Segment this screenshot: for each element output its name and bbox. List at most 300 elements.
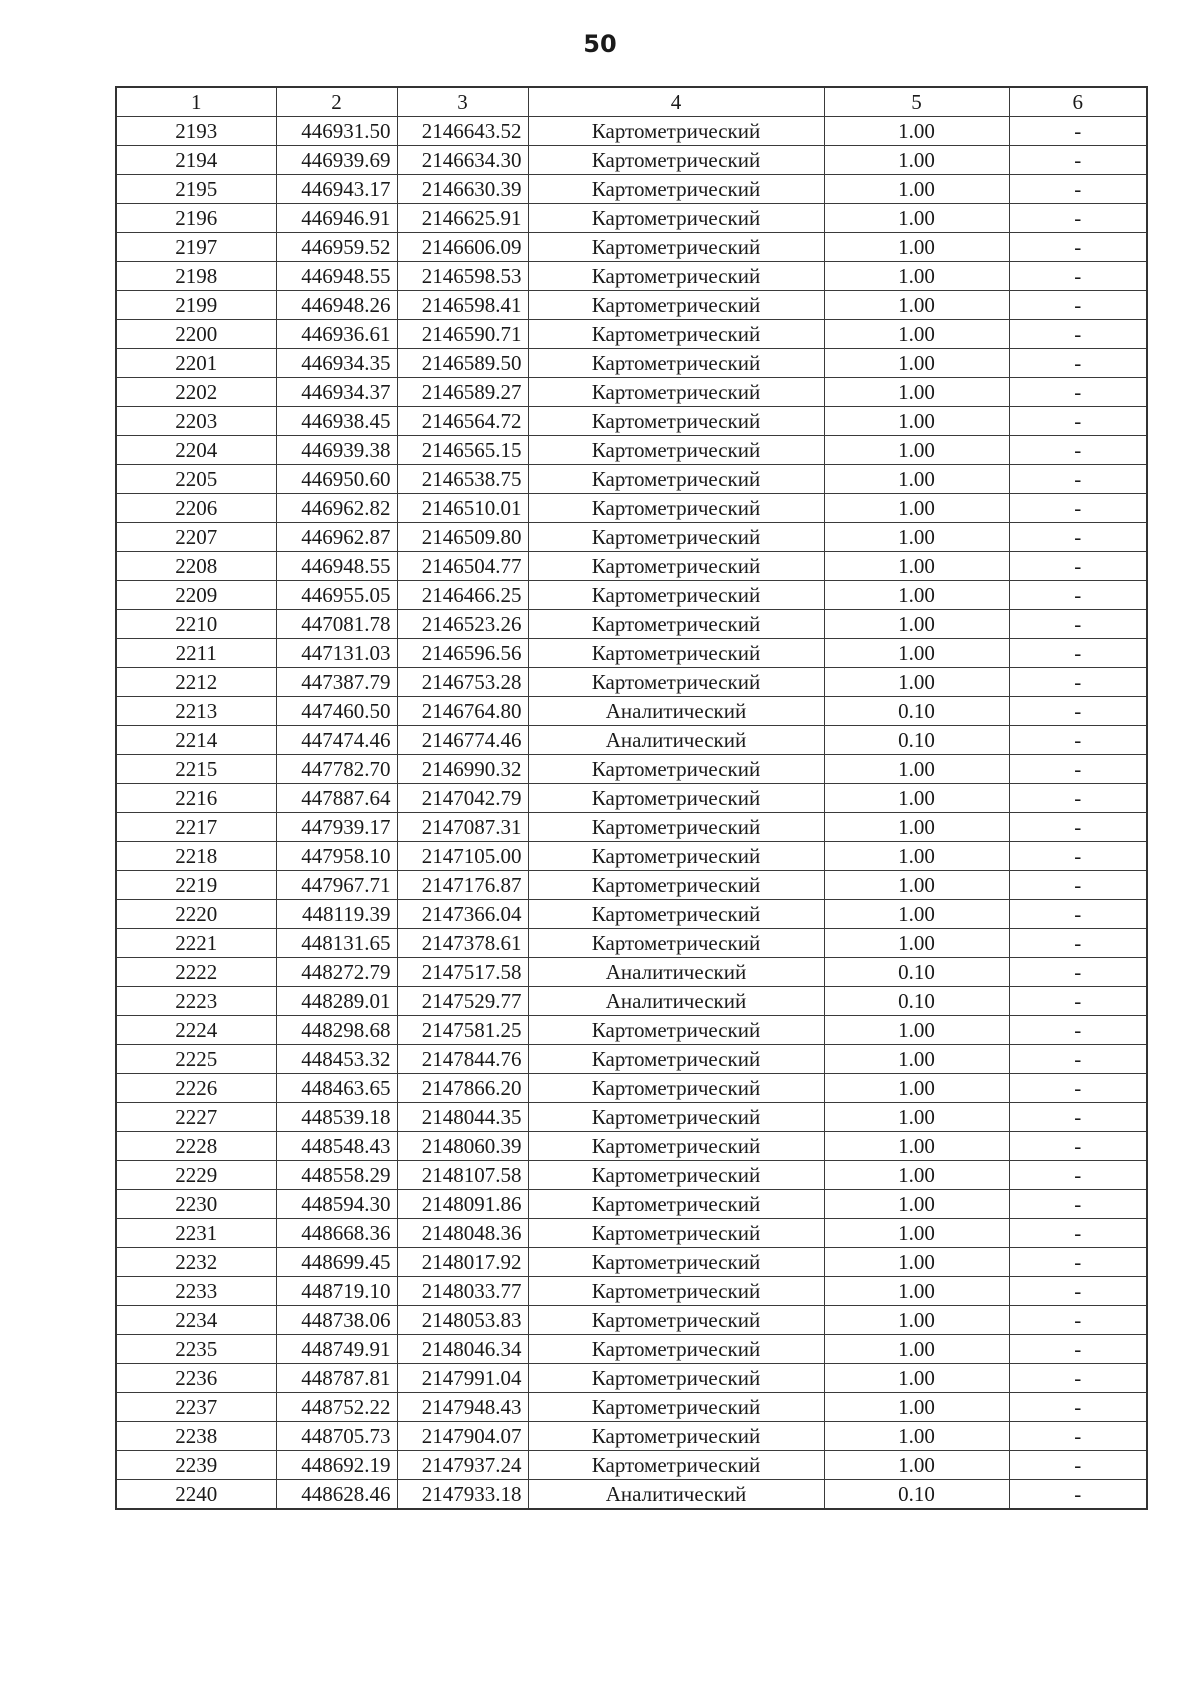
note-cell: - (1009, 1016, 1147, 1045)
x-coordinate-cell: 446936.61 (276, 320, 397, 349)
table-row (116, 1103, 1147, 1132)
x-coordinate-cell: 448752.22 (276, 1393, 397, 1422)
point-number-cell: 2204 (116, 436, 276, 465)
table-row (116, 900, 1147, 929)
accuracy-cell: 1.00 (824, 668, 1009, 697)
point-number-cell: 2218 (116, 842, 276, 871)
method-cell: Картометрический (528, 1306, 824, 1335)
method-cell: Картометрический (528, 117, 824, 146)
table-row (116, 552, 1147, 581)
accuracy-cell: 1.00 (824, 1219, 1009, 1248)
method-cell: Картометрический (528, 291, 824, 320)
point-number-cell: 2198 (116, 262, 276, 291)
note-cell: - (1009, 291, 1147, 320)
table-row (116, 523, 1147, 552)
x-coordinate-cell: 448787.81 (276, 1364, 397, 1393)
y-coordinate-cell: 2147948.43 (397, 1393, 528, 1422)
note-cell: - (1009, 436, 1147, 465)
note-cell: - (1009, 233, 1147, 262)
table-row (116, 349, 1147, 378)
accuracy-cell: 1.00 (824, 204, 1009, 233)
table-row (116, 610, 1147, 639)
note-cell: - (1009, 378, 1147, 407)
accuracy-cell: 1.00 (824, 523, 1009, 552)
note-cell: - (1009, 175, 1147, 204)
x-coordinate-cell: 448749.91 (276, 1335, 397, 1364)
method-cell: Картометрический (528, 610, 824, 639)
point-number-cell: 2227 (116, 1103, 276, 1132)
method-cell: Картометрический (528, 784, 824, 813)
table-row (116, 726, 1147, 755)
column-header-6: 6 (1009, 87, 1147, 117)
x-coordinate-cell: 448453.32 (276, 1045, 397, 1074)
method-cell: Картометрический (528, 755, 824, 784)
y-coordinate-cell: 2146589.50 (397, 349, 528, 378)
note-cell: - (1009, 465, 1147, 494)
table-row (116, 1277, 1147, 1306)
table-row (116, 378, 1147, 407)
accuracy-cell: 1.00 (824, 436, 1009, 465)
point-number-cell: 2240 (116, 1480, 276, 1510)
note-cell: - (1009, 755, 1147, 784)
note-cell: - (1009, 262, 1147, 291)
accuracy-cell: 0.10 (824, 697, 1009, 726)
y-coordinate-cell: 2146598.53 (397, 262, 528, 291)
accuracy-cell: 1.00 (824, 1161, 1009, 1190)
table-row (116, 1451, 1147, 1480)
accuracy-cell: 1.00 (824, 1451, 1009, 1480)
x-coordinate-cell: 446948.55 (276, 262, 397, 291)
table-body (116, 117, 1147, 1510)
method-cell: Картометрический (528, 465, 824, 494)
method-cell: Картометрический (528, 320, 824, 349)
method-cell: Картометрический (528, 1219, 824, 1248)
y-coordinate-cell: 2148060.39 (397, 1132, 528, 1161)
y-coordinate-cell: 2148033.77 (397, 1277, 528, 1306)
table-row (116, 668, 1147, 697)
accuracy-cell: 1.00 (824, 1306, 1009, 1335)
method-cell: Картометрический (528, 378, 824, 407)
method-cell: Картометрический (528, 1161, 824, 1190)
x-coordinate-cell: 448668.36 (276, 1219, 397, 1248)
accuracy-cell: 1.00 (824, 349, 1009, 378)
note-cell: - (1009, 726, 1147, 755)
x-coordinate-cell: 446946.91 (276, 204, 397, 233)
x-coordinate-cell: 448558.29 (276, 1161, 397, 1190)
x-coordinate-cell: 447387.79 (276, 668, 397, 697)
column-header-3: 3 (397, 87, 528, 117)
table-row (116, 1219, 1147, 1248)
x-coordinate-cell: 446934.35 (276, 349, 397, 378)
table-row (116, 233, 1147, 262)
table-row (116, 1248, 1147, 1277)
note-cell: - (1009, 1422, 1147, 1451)
x-coordinate-cell: 448289.01 (276, 987, 397, 1016)
x-coordinate-cell: 448705.73 (276, 1422, 397, 1451)
point-number-cell: 2215 (116, 755, 276, 784)
table-row (116, 1480, 1147, 1510)
note-cell: - (1009, 1277, 1147, 1306)
accuracy-cell: 1.00 (824, 784, 1009, 813)
page-number: 50 (583, 30, 617, 58)
x-coordinate-cell: 446955.05 (276, 581, 397, 610)
method-cell: Картометрический (528, 1016, 824, 1045)
y-coordinate-cell: 2147933.18 (397, 1480, 528, 1510)
method-cell: Картометрический (528, 639, 824, 668)
note-cell: - (1009, 1219, 1147, 1248)
point-number-cell: 2217 (116, 813, 276, 842)
point-number-cell: 2231 (116, 1219, 276, 1248)
accuracy-cell: 1.00 (824, 639, 1009, 668)
y-coordinate-cell: 2146753.28 (397, 668, 528, 697)
x-coordinate-cell: 446962.87 (276, 523, 397, 552)
accuracy-cell: 1.00 (824, 871, 1009, 900)
note-cell: - (1009, 871, 1147, 900)
note-cell: - (1009, 958, 1147, 987)
table-row (116, 987, 1147, 1016)
point-number-cell: 2202 (116, 378, 276, 407)
point-number-cell: 2221 (116, 929, 276, 958)
table-row (116, 929, 1147, 958)
note-cell: - (1009, 1364, 1147, 1393)
accuracy-cell: 1.00 (824, 1190, 1009, 1219)
note-cell: - (1009, 1074, 1147, 1103)
method-cell: Картометрический (528, 262, 824, 291)
x-coordinate-cell: 448699.45 (276, 1248, 397, 1277)
method-cell: Аналитический (528, 1480, 824, 1510)
method-cell: Картометрический (528, 1190, 824, 1219)
method-cell: Картометрический (528, 204, 824, 233)
method-cell: Картометрический (528, 1422, 824, 1451)
method-cell: Картометрический (528, 668, 824, 697)
y-coordinate-cell: 2146764.80 (397, 697, 528, 726)
point-number-cell: 2219 (116, 871, 276, 900)
y-coordinate-cell: 2146565.15 (397, 436, 528, 465)
note-cell: - (1009, 349, 1147, 378)
table-row (116, 581, 1147, 610)
point-number-cell: 2232 (116, 1248, 276, 1277)
point-number-cell: 2236 (116, 1364, 276, 1393)
note-cell: - (1009, 1132, 1147, 1161)
method-cell: Картометрический (528, 813, 824, 842)
y-coordinate-cell: 2147176.87 (397, 871, 528, 900)
y-coordinate-cell: 2148107.58 (397, 1161, 528, 1190)
y-coordinate-cell: 2146510.01 (397, 494, 528, 523)
x-coordinate-cell: 447939.17 (276, 813, 397, 842)
point-number-cell: 2233 (116, 1277, 276, 1306)
accuracy-cell: 1.00 (824, 1074, 1009, 1103)
x-coordinate-cell: 446943.17 (276, 175, 397, 204)
table-row (116, 1016, 1147, 1045)
point-number-cell: 2212 (116, 668, 276, 697)
x-coordinate-cell: 448738.06 (276, 1306, 397, 1335)
y-coordinate-cell: 2147581.25 (397, 1016, 528, 1045)
method-cell: Картометрический (528, 871, 824, 900)
y-coordinate-cell: 2146598.41 (397, 291, 528, 320)
y-coordinate-cell: 2148053.83 (397, 1306, 528, 1335)
x-coordinate-cell: 446934.37 (276, 378, 397, 407)
table-row (116, 842, 1147, 871)
x-coordinate-cell: 447081.78 (276, 610, 397, 639)
method-cell: Картометрический (528, 581, 824, 610)
y-coordinate-cell: 2146990.32 (397, 755, 528, 784)
x-coordinate-cell: 446948.55 (276, 552, 397, 581)
note-cell: - (1009, 204, 1147, 233)
point-number-cell: 2195 (116, 175, 276, 204)
x-coordinate-cell: 447131.03 (276, 639, 397, 668)
point-number-cell: 2216 (116, 784, 276, 813)
accuracy-cell: 0.10 (824, 726, 1009, 755)
point-number-cell: 2208 (116, 552, 276, 581)
accuracy-cell: 1.00 (824, 1393, 1009, 1422)
method-cell: Картометрический (528, 1393, 824, 1422)
table-row (116, 436, 1147, 465)
y-coordinate-cell: 2147042.79 (397, 784, 528, 813)
accuracy-cell: 1.00 (824, 117, 1009, 146)
x-coordinate-cell: 446939.69 (276, 146, 397, 175)
accuracy-cell: 1.00 (824, 552, 1009, 581)
y-coordinate-cell: 2146538.75 (397, 465, 528, 494)
x-coordinate-cell: 448594.30 (276, 1190, 397, 1219)
method-cell: Картометрический (528, 1277, 824, 1306)
note-cell: - (1009, 1190, 1147, 1219)
method-cell: Картометрический (528, 552, 824, 581)
point-number-cell: 2234 (116, 1306, 276, 1335)
y-coordinate-cell: 2146630.39 (397, 175, 528, 204)
coordinates-table (115, 86, 1148, 1510)
accuracy-cell: 1.00 (824, 291, 1009, 320)
x-coordinate-cell: 448463.65 (276, 1074, 397, 1103)
accuracy-cell: 0.10 (824, 1480, 1009, 1510)
note-cell: - (1009, 929, 1147, 958)
table-row (116, 1335, 1147, 1364)
table-row (116, 320, 1147, 349)
method-cell: Аналитический (528, 958, 824, 987)
note-cell: - (1009, 146, 1147, 175)
point-number-cell: 2235 (116, 1335, 276, 1364)
method-cell: Картометрический (528, 1045, 824, 1074)
x-coordinate-cell: 448131.65 (276, 929, 397, 958)
y-coordinate-cell: 2147366.04 (397, 900, 528, 929)
x-coordinate-cell: 446959.52 (276, 233, 397, 262)
table-row (116, 1045, 1147, 1074)
note-cell: - (1009, 842, 1147, 871)
y-coordinate-cell: 2146643.52 (397, 117, 528, 146)
method-cell: Аналитический (528, 726, 824, 755)
method-cell: Картометрический (528, 1364, 824, 1393)
y-coordinate-cell: 2148091.86 (397, 1190, 528, 1219)
method-cell: Картометрический (528, 1248, 824, 1277)
column-header-4: 4 (528, 87, 824, 117)
accuracy-cell: 1.00 (824, 175, 1009, 204)
x-coordinate-cell: 446938.45 (276, 407, 397, 436)
x-coordinate-cell: 446939.38 (276, 436, 397, 465)
table-row (116, 958, 1147, 987)
table-row (116, 262, 1147, 291)
note-cell: - (1009, 697, 1147, 726)
accuracy-cell: 1.00 (824, 233, 1009, 262)
x-coordinate-cell: 448719.10 (276, 1277, 397, 1306)
x-coordinate-cell: 447958.10 (276, 842, 397, 871)
note-cell: - (1009, 1248, 1147, 1277)
accuracy-cell: 1.00 (824, 1045, 1009, 1074)
y-coordinate-cell: 2147378.61 (397, 929, 528, 958)
accuracy-cell: 1.00 (824, 1364, 1009, 1393)
y-coordinate-cell: 2147937.24 (397, 1451, 528, 1480)
point-number-cell: 2228 (116, 1132, 276, 1161)
table-row (116, 175, 1147, 204)
method-cell: Картометрический (528, 1074, 824, 1103)
point-number-cell: 2207 (116, 523, 276, 552)
table-row (116, 407, 1147, 436)
table-row (116, 1132, 1147, 1161)
accuracy-cell: 1.00 (824, 813, 1009, 842)
y-coordinate-cell: 2146504.77 (397, 552, 528, 581)
x-coordinate-cell: 447474.46 (276, 726, 397, 755)
point-number-cell: 2200 (116, 320, 276, 349)
y-coordinate-cell: 2146590.71 (397, 320, 528, 349)
note-cell: - (1009, 1451, 1147, 1480)
header-row (116, 87, 1147, 117)
point-number-cell: 2222 (116, 958, 276, 987)
table-row (116, 639, 1147, 668)
method-cell: Аналитический (528, 987, 824, 1016)
x-coordinate-cell: 448119.39 (276, 900, 397, 929)
x-coordinate-cell: 446950.60 (276, 465, 397, 494)
note-cell: - (1009, 1103, 1147, 1132)
table-row (116, 465, 1147, 494)
accuracy-cell: 1.00 (824, 146, 1009, 175)
column-header-1: 1 (116, 87, 276, 117)
table-row (116, 813, 1147, 842)
point-number-cell: 2223 (116, 987, 276, 1016)
note-cell: - (1009, 1480, 1147, 1510)
method-cell: Картометрический (528, 436, 824, 465)
point-number-cell: 2197 (116, 233, 276, 262)
note-cell: - (1009, 407, 1147, 436)
point-number-cell: 2239 (116, 1451, 276, 1480)
y-coordinate-cell: 2146606.09 (397, 233, 528, 262)
y-coordinate-cell: 2148017.92 (397, 1248, 528, 1277)
point-number-cell: 2196 (116, 204, 276, 233)
column-header-5: 5 (824, 87, 1009, 117)
table-row (116, 1074, 1147, 1103)
x-coordinate-cell: 447782.70 (276, 755, 397, 784)
point-number-cell: 2205 (116, 465, 276, 494)
x-coordinate-cell: 446962.82 (276, 494, 397, 523)
x-coordinate-cell: 448548.43 (276, 1132, 397, 1161)
y-coordinate-cell: 2147866.20 (397, 1074, 528, 1103)
y-coordinate-cell: 2146564.72 (397, 407, 528, 436)
x-coordinate-cell: 447967.71 (276, 871, 397, 900)
accuracy-cell: 1.00 (824, 1277, 1009, 1306)
point-number-cell: 2201 (116, 349, 276, 378)
point-number-cell: 2206 (116, 494, 276, 523)
note-cell: - (1009, 900, 1147, 929)
accuracy-cell: 1.00 (824, 378, 1009, 407)
point-number-cell: 2230 (116, 1190, 276, 1219)
table-row (116, 755, 1147, 784)
method-cell: Картометрический (528, 1132, 824, 1161)
y-coordinate-cell: 2147529.77 (397, 987, 528, 1016)
x-coordinate-cell: 447460.50 (276, 697, 397, 726)
table-row (116, 1422, 1147, 1451)
point-number-cell: 2209 (116, 581, 276, 610)
y-coordinate-cell: 2146509.80 (397, 523, 528, 552)
method-cell: Картометрический (528, 349, 824, 378)
accuracy-cell: 1.00 (824, 1422, 1009, 1451)
x-coordinate-cell: 446948.26 (276, 291, 397, 320)
y-coordinate-cell: 2147844.76 (397, 1045, 528, 1074)
method-cell: Картометрический (528, 523, 824, 552)
accuracy-cell: 1.00 (824, 842, 1009, 871)
point-number-cell: 2237 (116, 1393, 276, 1422)
table-row (116, 871, 1147, 900)
accuracy-cell: 0.10 (824, 987, 1009, 1016)
accuracy-cell: 1.00 (824, 320, 1009, 349)
accuracy-cell: 1.00 (824, 610, 1009, 639)
point-number-cell: 2220 (116, 900, 276, 929)
accuracy-cell: 1.00 (824, 407, 1009, 436)
method-cell: Картометрический (528, 1335, 824, 1364)
point-number-cell: 2238 (116, 1422, 276, 1451)
point-number-cell: 2199 (116, 291, 276, 320)
accuracy-cell: 1.00 (824, 755, 1009, 784)
x-coordinate-cell: 448272.79 (276, 958, 397, 987)
y-coordinate-cell: 2147517.58 (397, 958, 528, 987)
y-coordinate-cell: 2146774.46 (397, 726, 528, 755)
table-row (116, 1364, 1147, 1393)
note-cell: - (1009, 610, 1147, 639)
table-row (116, 117, 1147, 146)
note-cell: - (1009, 1161, 1147, 1190)
y-coordinate-cell: 2148044.35 (397, 1103, 528, 1132)
accuracy-cell: 1.00 (824, 1132, 1009, 1161)
accuracy-cell: 1.00 (824, 581, 1009, 610)
point-number-cell: 2229 (116, 1161, 276, 1190)
method-cell: Аналитический (528, 697, 824, 726)
table-header (116, 87, 1147, 117)
table-row (116, 1393, 1147, 1422)
point-number-cell: 2211 (116, 639, 276, 668)
method-cell: Картометрический (528, 900, 824, 929)
accuracy-cell: 1.00 (824, 1335, 1009, 1364)
accuracy-cell: 1.00 (824, 929, 1009, 958)
y-coordinate-cell: 2147991.04 (397, 1364, 528, 1393)
table-row (116, 1306, 1147, 1335)
method-cell: Картометрический (528, 1103, 824, 1132)
method-cell: Картометрический (528, 842, 824, 871)
x-coordinate-cell: 448692.19 (276, 1451, 397, 1480)
note-cell: - (1009, 987, 1147, 1016)
accuracy-cell: 1.00 (824, 1248, 1009, 1277)
accuracy-cell: 0.10 (824, 958, 1009, 987)
y-coordinate-cell: 2148048.36 (397, 1219, 528, 1248)
method-cell: Картометрический (528, 407, 824, 436)
method-cell: Картометрический (528, 1451, 824, 1480)
y-coordinate-cell: 2146625.91 (397, 204, 528, 233)
note-cell: - (1009, 1306, 1147, 1335)
method-cell: Картометрический (528, 929, 824, 958)
method-cell: Картометрический (528, 175, 824, 204)
point-number-cell: 2193 (116, 117, 276, 146)
note-cell: - (1009, 639, 1147, 668)
point-number-cell: 2210 (116, 610, 276, 639)
note-cell: - (1009, 1335, 1147, 1364)
note-cell: - (1009, 320, 1147, 349)
x-coordinate-cell: 447887.64 (276, 784, 397, 813)
table-row (116, 146, 1147, 175)
